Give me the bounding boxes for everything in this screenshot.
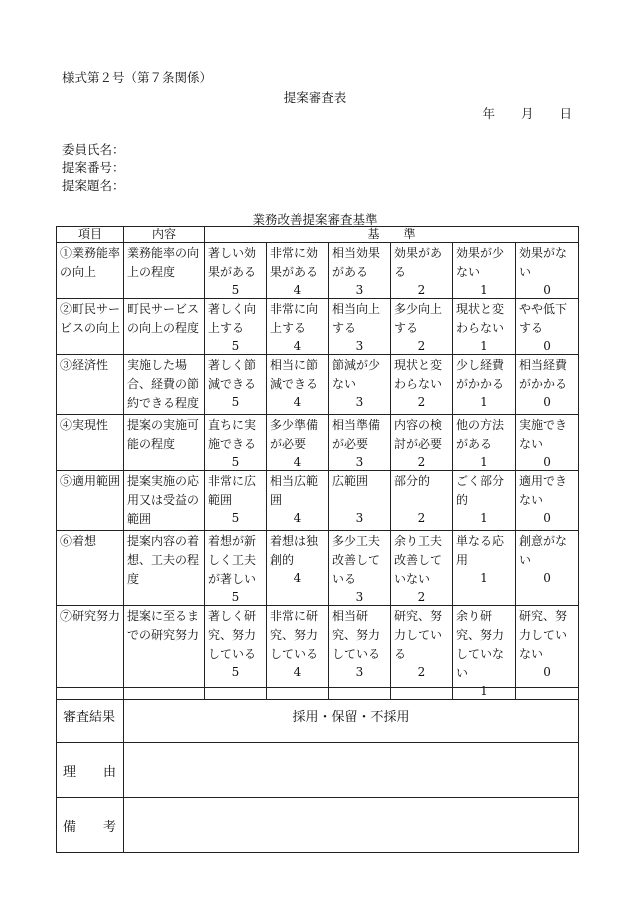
remarks-field [124, 798, 579, 853]
criteria-item: ⑤適用範囲 [57, 471, 124, 531]
criteria-level-cell [267, 243, 329, 299]
criteria-item: ③経済性 [57, 355, 124, 415]
level-score: 4 [293, 571, 302, 585]
level-score: 3 [355, 339, 364, 353]
criteria-level-cell [205, 299, 267, 355]
level-description: 著しく節減できる [208, 358, 257, 391]
level-score: 1 [480, 511, 488, 525]
criteria-level-cell [205, 415, 267, 471]
level-description: 相当に節減できる [270, 358, 319, 391]
criteria-level-cell [453, 531, 516, 606]
level-score: 2 [417, 511, 426, 525]
date-day: 日 [559, 106, 572, 121]
result-row [57, 688, 579, 743]
criteria-level-cell [453, 606, 516, 700]
member-name-label: 委員氏名： [62, 142, 125, 157]
level-score: 5 [231, 455, 240, 469]
reason-field [124, 743, 579, 798]
criteria-level-cell [205, 471, 267, 531]
level-description: 効果が少ない [456, 246, 505, 279]
level-description: 実施できない [519, 418, 568, 451]
criteria-level-cell [453, 299, 516, 355]
criteria-level-cell [516, 355, 579, 415]
level-description: 現状と変わらない [456, 302, 505, 335]
criteria-level-cell [453, 355, 516, 415]
level-score: 1 [480, 571, 488, 585]
level-description: 著しい効果がある [208, 246, 257, 279]
level-description: 余り工夫改善していない [394, 534, 443, 586]
criteria-level-cell [516, 471, 579, 531]
reason-row [57, 743, 579, 798]
criteria-row [57, 415, 579, 471]
criteria-level-cell [267, 299, 329, 355]
level-description: 少し経費がかかる [456, 358, 505, 391]
level-description: 非常に効果がある [270, 246, 319, 279]
level-score: 1 [480, 455, 488, 469]
level-description: 著しく向上する [208, 302, 257, 335]
level-score: 0 [543, 395, 551, 409]
level-description: 多少準備が必要 [270, 418, 319, 451]
level-score: 3 [355, 590, 364, 604]
criteria-content: 業務能率の向上の程度 [124, 243, 205, 299]
level-score: 3 [355, 665, 364, 679]
level-score: 0 [543, 455, 551, 469]
criteria-level-cell [453, 243, 516, 299]
criteria-level-cell [205, 355, 267, 415]
level-score: 4 [293, 395, 302, 409]
criteria-level-cell [391, 606, 453, 700]
level-score: 3 [355, 511, 364, 525]
level-score: 0 [543, 511, 551, 525]
level-score: 2 [417, 665, 426, 679]
criteria-level-cell [391, 243, 453, 299]
criteria-row [57, 471, 579, 531]
level-description: 相当向上する [332, 302, 381, 335]
level-description: 適用できない [519, 474, 568, 507]
level-score: 3 [355, 395, 364, 409]
reason-label-2: 由 [102, 764, 116, 780]
criteria-level-cell [391, 355, 453, 415]
criteria-header-row [57, 227, 579, 243]
level-description: 効果がない [519, 246, 568, 279]
criteria-level-cell [453, 415, 516, 471]
level-score: 5 [231, 590, 240, 604]
criteria-level-cell [267, 355, 329, 415]
criteria-level-cell [329, 606, 391, 700]
criteria-level-cell [205, 243, 267, 299]
result-label: 審査結果 [63, 709, 116, 725]
criteria-body [57, 243, 579, 700]
level-score: 1 [480, 283, 488, 297]
criteria-level-cell [391, 299, 453, 355]
criteria-level-cell [516, 299, 579, 355]
level-score: 4 [293, 339, 302, 353]
result-label-cell [57, 688, 124, 743]
criteria-level-cell [329, 299, 391, 355]
level-score: 0 [543, 283, 551, 297]
criteria-content: 実施した場合、経費の節約できる程度 [124, 355, 205, 415]
criteria-level-cell [516, 531, 579, 606]
criteria-level-cell [453, 471, 516, 531]
criteria-row [57, 531, 579, 606]
level-description: 部分的 [394, 474, 431, 488]
criteria-content: 提案に至るまでの研究努力 [124, 606, 205, 700]
criteria-level-cell [329, 531, 391, 606]
date-line [460, 104, 572, 122]
level-description: 相当準備が必要 [332, 418, 381, 451]
criteria-content: 町民サービスの向上の程度 [124, 299, 205, 355]
level-description: 相当経費がかかる [519, 358, 568, 391]
criteria-title: 業務改善提案審査基準 [252, 212, 378, 227]
criteria-level-cell [205, 606, 267, 700]
criteria-level-cell [267, 471, 329, 531]
level-score: 4 [293, 511, 302, 525]
reason-label-cell [57, 743, 124, 798]
level-description: 他の方法がある [456, 418, 505, 451]
level-description: 非常に向上する [270, 302, 319, 335]
criteria-level-cell [267, 606, 329, 700]
criteria-level-cell [516, 606, 579, 700]
reason-label-1: 理 [63, 764, 77, 780]
criteria-content: 提案内容の着想、工夫の程度 [124, 531, 205, 606]
level-score: 5 [231, 339, 240, 353]
criteria-level-cell [516, 415, 579, 471]
level-score: 0 [543, 339, 551, 353]
remarks-label-cell [57, 798, 124, 853]
level-score: 2 [417, 455, 426, 469]
result-options: 採用・保留・不採用 [124, 688, 579, 743]
criteria-item: ⑦研究努力 [57, 606, 124, 700]
level-description: 研究、努力していない [519, 609, 568, 661]
criteria-item: ②町民サービスの向上 [57, 299, 124, 355]
level-description: 創意がない [519, 534, 568, 567]
level-description: 節減が少ない [332, 358, 381, 391]
criteria-level-cell [391, 415, 453, 471]
level-score: 2 [417, 395, 426, 409]
criteria-level-cell [267, 415, 329, 471]
level-description: 広範囲 [332, 474, 369, 488]
level-description: 相当広範囲 [270, 474, 319, 507]
level-score: 5 [231, 395, 240, 409]
criteria-level-cell [329, 415, 391, 471]
criteria-row [57, 243, 579, 299]
level-description: 着想が新しく工夫が著しい [208, 534, 257, 586]
level-score: 0 [543, 665, 551, 679]
criteria-level-cell [329, 471, 391, 531]
level-score: 0 [543, 571, 551, 585]
level-description: 非常に研究、努力している [270, 609, 319, 661]
level-description: 単なる応用 [456, 534, 505, 567]
date-month: 月 [520, 106, 534, 121]
level-score: 4 [293, 283, 302, 297]
criteria-row [57, 355, 579, 415]
level-description: 余り研究、努力していない [456, 609, 505, 680]
criteria-row [57, 299, 579, 355]
criteria-level-cell [205, 531, 267, 606]
criteria-content: 提案実施の応用又は受益の範囲 [124, 471, 205, 531]
level-description: 著しく研究、努力している [208, 609, 257, 661]
level-score: 4 [293, 455, 302, 469]
level-score: 1 [480, 684, 488, 698]
level-score: 2 [417, 283, 426, 297]
level-score: 3 [355, 283, 364, 297]
criteria-level-cell [329, 355, 391, 415]
remarks-row [57, 798, 579, 853]
criteria-content: 提案の実施可能の程度 [124, 415, 205, 471]
header-standard: 基 準 [205, 227, 579, 243]
criteria-table [56, 226, 579, 700]
level-score: 3 [355, 455, 364, 469]
level-description: 非常に広範囲 [208, 474, 257, 507]
remarks-label-1: 備 [63, 819, 77, 835]
proposal-title-label: 提案題名： [62, 178, 125, 193]
level-description: 着想は独創的 [270, 534, 319, 567]
criteria-level-cell [329, 243, 391, 299]
level-score: 1 [480, 395, 488, 409]
level-score: 5 [231, 511, 240, 525]
level-score: 1 [480, 339, 488, 353]
review-table [56, 687, 579, 853]
level-description: 相当研究、努力している [332, 609, 381, 661]
level-score: 5 [231, 665, 240, 679]
date-year: 年 [482, 106, 495, 121]
criteria-item: ⑥着想 [57, 531, 124, 606]
level-description: ごく部分的 [456, 474, 505, 507]
level-description: 直ちに実施できる [208, 418, 257, 451]
level-description: 現状と変わらない [394, 358, 443, 391]
remarks-label-2: 考 [102, 819, 116, 835]
criteria-level-cell [516, 243, 579, 299]
level-description: 多少工夫改善している [332, 534, 381, 586]
criteria-level-cell [391, 471, 453, 531]
criteria-level-cell [391, 531, 453, 606]
form-number: 様式第２号（第７条関係） [62, 70, 213, 85]
level-description: 効果がある [394, 246, 443, 279]
criteria-item: ④実現性 [57, 415, 124, 471]
proposal-number-label: 提案番号： [62, 160, 125, 175]
level-score: 4 [293, 665, 302, 679]
level-description: やや低下する [519, 302, 568, 335]
level-score: 5 [231, 283, 240, 297]
level-description: 相当効果がある [332, 246, 381, 279]
criteria-level-cell [267, 531, 329, 606]
level-description: 内容の検討が必要 [394, 418, 443, 451]
header-content: 内容 [124, 227, 205, 243]
criteria-row [57, 606, 579, 700]
level-description: 多少向上する [394, 302, 443, 335]
criteria-item: ①業務能率の向上 [57, 243, 124, 299]
header-item: 項目 [57, 227, 124, 243]
level-score: 2 [417, 590, 426, 604]
level-score: 2 [417, 339, 426, 353]
document-title: 提案審査表 [283, 90, 347, 105]
level-description: 研究、努力している [394, 609, 443, 661]
